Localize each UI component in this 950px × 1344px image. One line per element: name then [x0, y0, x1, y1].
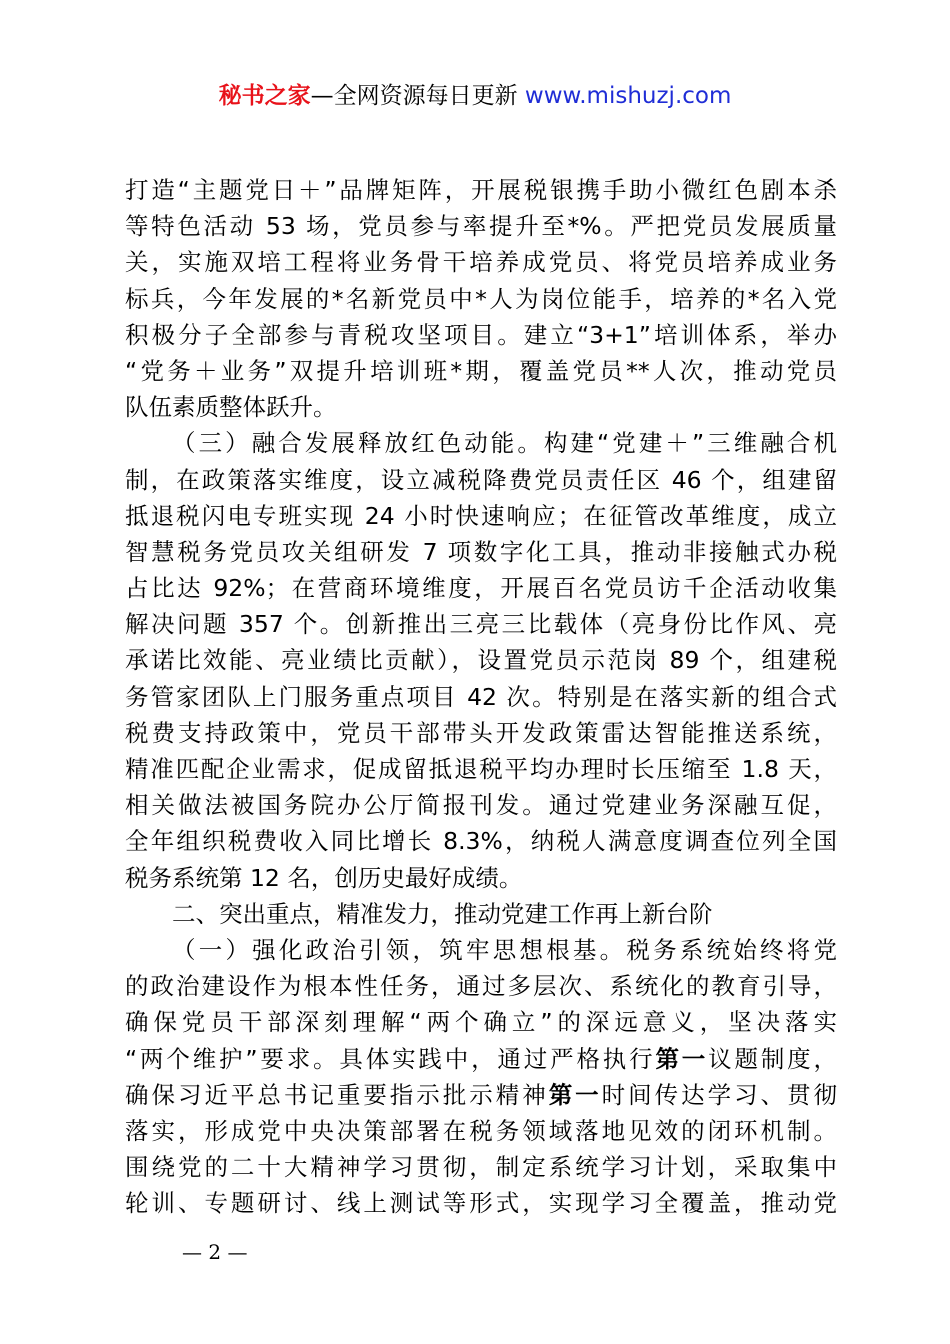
body-line: 的政治建设作为根本性任务，通过多层次、系统化的教育引导， — [125, 972, 837, 1001]
body-line: 制，在政策落实维度，设立减税降费党员责任区 46 个，组建留 — [125, 465, 837, 494]
body-line: 解决问题 357 个。创新推出三亮三比载体（亮身份比作风、亮 — [125, 610, 837, 639]
emphasis-text: 第一 — [548, 1080, 602, 1109]
document-body — [125, 172, 837, 1221]
body-line: 承诺比效能、亮业绩比贡献），设置党员示范岗 89 个，组建税 — [125, 646, 837, 675]
body-line: 精准匹配企业需求，促成留抵退税平均办理时长压缩至 1.8 天， — [125, 755, 837, 783]
body-line: 落实，形成党中央决策部署在税务领域落地见效的闭环机制。 — [125, 1116, 837, 1145]
body-text: “两个维护”要求。具体实践中，通过严格执行 — [125, 1044, 656, 1073]
header-tagline: 全网资源每日更新 — [333, 83, 518, 109]
body-line: 智慧税务党员攻关组研发 7 项数字化工具，推动非接触式办税 — [125, 537, 837, 566]
body-line: 全年组织税费收入同比增长 8.3%，纳税人满意度调查位列全国 — [125, 827, 837, 856]
site-url[interactable]: www.mishuzj.com — [524, 83, 732, 109]
body-line: 围绕党的二十大精神学习贯彻，制定系统学习计划，采取集中 — [125, 1153, 837, 1182]
body-text: 时间传达学习、贯彻 — [601, 1080, 838, 1109]
body-line: 抵退税闪电专班实现 24 小时快速响应；在征管改革维度，成立 — [125, 501, 837, 530]
body-line: 确保党员干部深刻理解“两个确立”的深远意义，坚决落实 — [125, 1008, 837, 1037]
body-line-with-emphasis — [125, 1041, 837, 1077]
body-text: 议题制度， — [708, 1044, 838, 1073]
body-line: 等特色活动 53 场，党员参与率提升至*%。严把党员发展质量 — [125, 212, 837, 241]
site-header — [0, 80, 950, 112]
body-line: 积极分子全部参与青税攻坚项目。建立“3+1”培训体系，举办 — [125, 320, 837, 349]
body-text: 确保习近平总书记重要指示批示精神 — [125, 1080, 549, 1109]
page-number: — 2 — — [182, 1240, 248, 1264]
emphasis-text: 第一 — [655, 1044, 709, 1073]
site-brand: 秘书之家 — [218, 83, 311, 109]
section-heading-line: （三）融合发展释放红色动能。构建“党建＋”三维融合机 — [172, 429, 837, 458]
body-line: 队伍素质整体跃升。 — [125, 393, 337, 422]
body-line: “党务＋业务”双提升培训班*期，覆盖党员**人次，推动党员 — [125, 356, 837, 385]
body-line-with-emphasis — [125, 1077, 837, 1113]
header-separator: — — [310, 83, 334, 109]
body-line: 占比达 92%；在营商环境维度，开展百名党员访千企活动收集 — [125, 574, 837, 603]
body-line: 标兵，今年发展的*名新党员中*人为岗位能手，培养的*名入党 — [125, 284, 837, 313]
chapter-heading: 二、突出重点，精准发力，推动党建工作再上新台阶 — [172, 899, 713, 928]
body-line: 税费支持政策中，党员干部带头开发政策雷达智能推送系统， — [125, 718, 837, 747]
body-line: 关，实施双培工程将业务骨干培养成党员、将党员培养成业务 — [125, 248, 837, 277]
body-line: 税务系统第 12 名，创历史最好成绩。 — [125, 863, 523, 892]
section-heading-line: （一）强化政治引领，筑牢思想根基。税务系统始终将党 — [172, 935, 837, 964]
body-line: 打造“主题党日＋”品牌矩阵，开展税银携手助小微红色剧本杀 — [125, 176, 837, 204]
body-line: 务管家团队上门服务重点项目 42 次。特别是在落实新的组合式 — [125, 682, 837, 711]
body-line: 相关做法被国务院办公厅简报刊发。通过党建业务深融互促， — [125, 791, 837, 820]
body-line: 轮训、专题研讨、线上测试等形式，实现学习全覆盖，推动党 — [125, 1189, 837, 1218]
